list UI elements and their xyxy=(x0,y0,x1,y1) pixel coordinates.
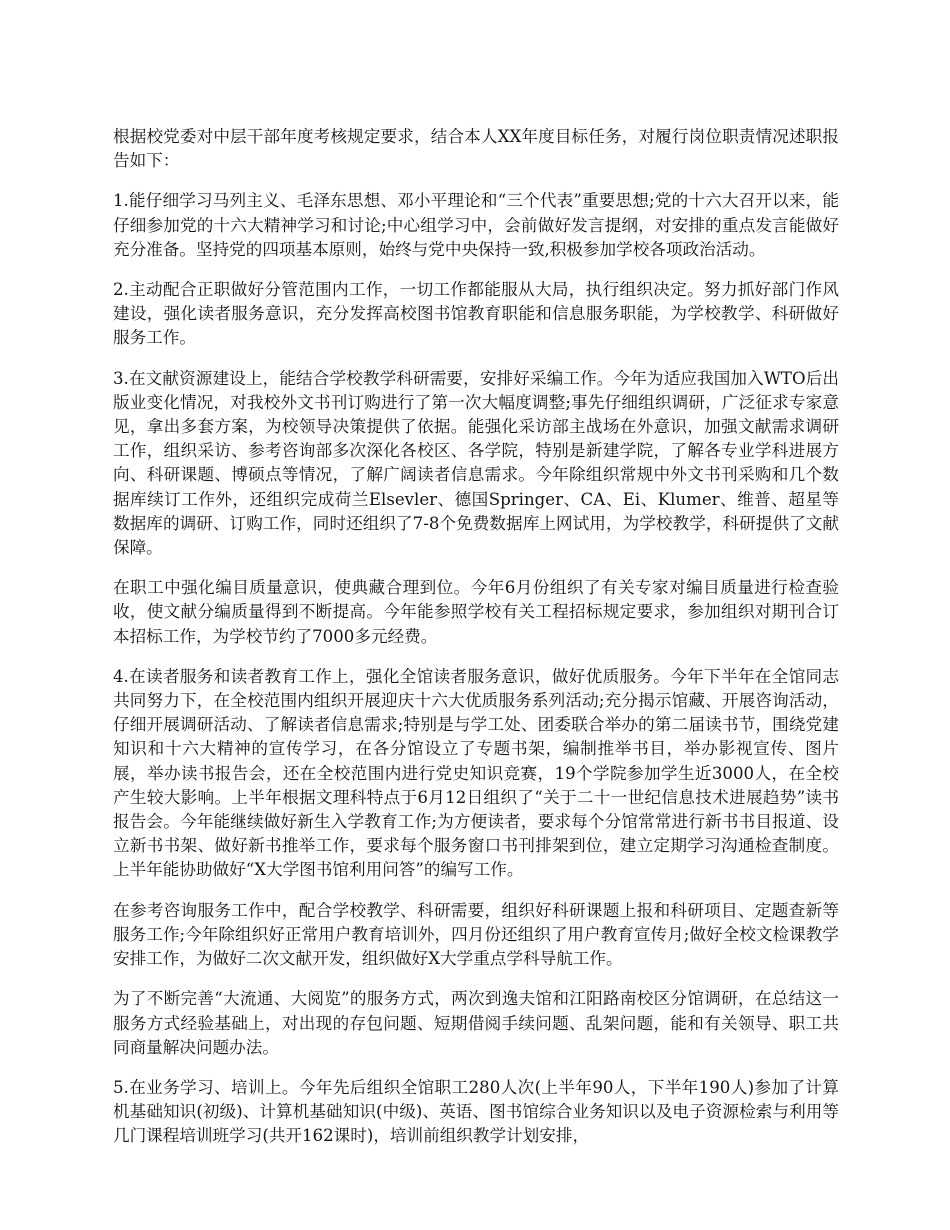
document-body xyxy=(113,125,839,1165)
paragraph-item-5-training: 5.在业务学习、培训上。今年先后组织全馆职工280人次(上半年90人，下半年190人)参加了计算机基础知识(初级)、计算机基础知识(中级)、英语、图书馆综合业务知识以及电子资源检索与利用等几门课程培训班学习(共开162课时)，培训前组织教学计划安排， xyxy=(113,1077,839,1146)
paragraph-intro: 根据校党委对中层干部年度考核规定要求，结合本人XX年度目标任务，对履行岗位职责情况述职报告如下： xyxy=(113,127,839,171)
paragraph-reference-service: 在参考咨询服务工作中，配合学校教学、科研需要，组织好科研课题上报和科研项目、定题查新等服务工作;今年除组织好正常用户教育培训外，四月份还组织了用户教育宣传月;做好全校文检课教学安排工作，为做好二次文献开发，组织做好X大学重点学科导航工作。 xyxy=(113,900,839,969)
paragraph-item-4-reader-service: 4.在读者服务和读者教育工作上，强化全馆读者服务意识，做好优质服务。今年下半年在全馆同志共同努力下，在全校范围内组织开展迎庆十六大优质服务系列活动;充分揭示馆藏、开展咨询活动，仔细开展调研活动、了解读者信息需求;特别是与学工处、团委联合举办的第二届读书节，围绕党建知识和十六大精神的宣传学习，在各分馆设立了专题书架，编制推举书目，举办影视宣传、图片展，举办读书报告会，还在全校范围内进行党史知识竞赛，19个学院参加学生近3000人，在全校产生较大影响。上半年根据文理科特点于6月12日组织了“关于二十一世纪信息技术进展趋势”读书报告会。今年能继续做好新生入学教育工作;为方便读者，要求每个分馆常常进行新书书目报道、设立新书书架、做好新书推举工作，要求每个服务窗口书刊排架到位，建立定期学习沟通检查制度。上半年能协助做好“X大学图书馆利用问答”的编写工作。 xyxy=(113,666,839,880)
paragraph-circulation-service: 为了不断完善“大流通、大阅览”的服务方式，两次到逸夫馆和江阳路南校区分馆调研，在总结这一服务方式经验基础上，对出现的存包问题、短期借阅手续问题、乱架问题，能和有关领导、职工共同商量解决问题办法。 xyxy=(113,989,839,1057)
paragraph-item-2-cooperation: 2.主动配合正职做好分管范围内工作，一切工作都能服从大局，执行组织决定。努力抓好部门作风建设，强化读者服务意识，充分发挥高校图书馆教育职能和信息服务职能，为学校教学、科研做好服务工作。 xyxy=(113,280,839,348)
paragraph-cataloging-quality: 在职工中强化编目质量意识，使典藏合理到位。今年6月份组织了有关专家对编目质量进行检查验收，使文献分编质量得到不断提高。今年能参照学校有关工程招标规定要求，参加组织对期刊合订本招标工作，为学校节约了7000多元经费。 xyxy=(113,578,839,646)
paragraph-item-1-political-study: 1.能仔细学习马列主义、毛泽东思想、邓小平理论和“三个代表”重要思想;党的十六大召开以来，能仔细参加党的十六大精神学习和讨论;中心组学习中，会前做好发言提纲，对安排的重点发言能做好充分准备。坚持党的四项基本原则，始终与党中央保持一致,积极参加学校各项政治活动。 xyxy=(113,191,839,259)
paragraph-item-3-resource-building: 3.在文献资源建设上，能结合学校教学科研需要，安排好采编工作。今年为适应我国加入WTO后出版业变化情况，对我校外文书刊订购进行了第一次大幅度调整;事先仔细组织调研，广泛征求专家意见，拿出多套方案，为校领导决策提供了依据。能强化采访部主战场在外意识，加强文献需求调研工作，组织采访、参考咨询部多次深化各校区、各学院，特别是新建学院，了解各专业学科进展方向、科研课题、博硕点等情况，了解广阔读者信息需求。今年除组织常规中外文书刊采购和几个数据库续订工作外，还组织完成荷兰Elsevler、德国Springer、CA、Ei、Klumer、维普、超星等数据库的调研、订购工作，同时还组织了7-8个免费数据库上网试用，为学校教学，科研提供了文献保障。 xyxy=(113,368,839,558)
